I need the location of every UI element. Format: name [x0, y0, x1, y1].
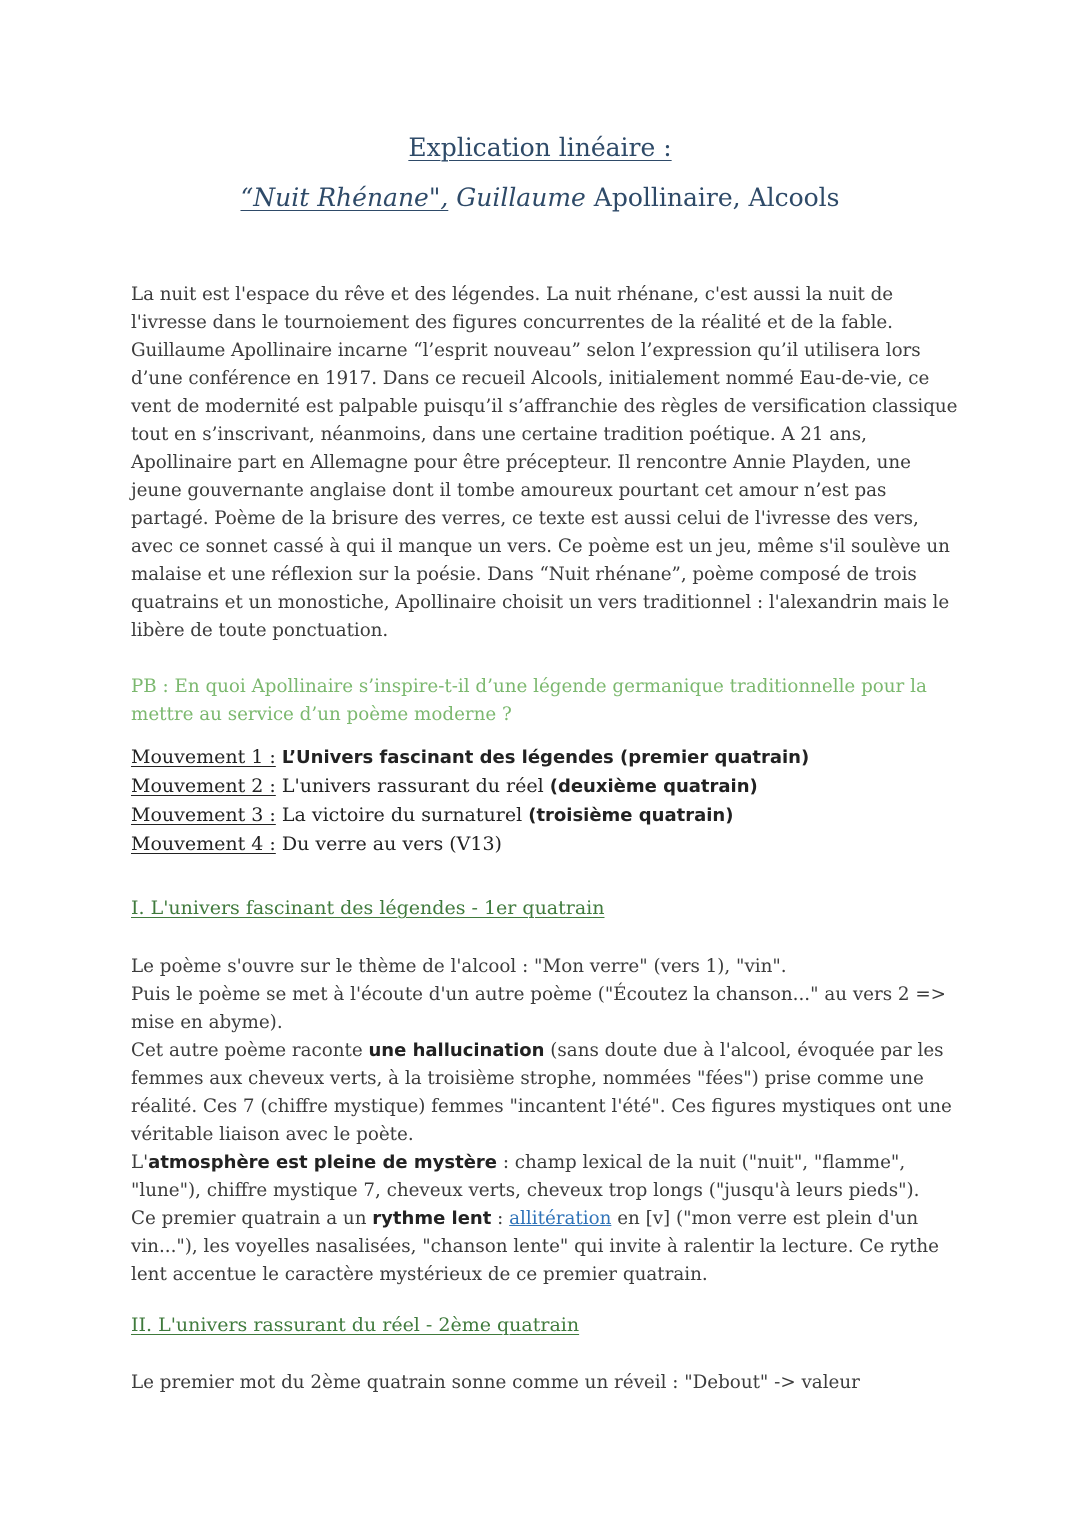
mouvement-label: Mouvement 2 :	[131, 775, 276, 797]
text-run: L'	[131, 1152, 149, 1173]
mouvement-text-bold: (deuxième quatrain)	[549, 776, 758, 797]
section-1-paragraph	[131, 1149, 961, 1205]
mouvement-text: L'univers rassurant du réel	[281, 775, 544, 797]
text-run: :	[497, 1208, 504, 1229]
poem-title: “Nuit Rhénane",	[240, 183, 449, 212]
mouvement-text: L’Univers fascinant des légendes (premier quatrain)	[281, 747, 810, 768]
section-heading-1: I. L'univers fascinant des légendes - 1er quatrain	[131, 897, 605, 919]
text-run: (sans doute due à l'alcool, évoquée par les femmes aux cheveux verts, à la troisième strophe, nommées "fées") prise comme une réalité. Ces 7 (chiffre mystique) femmes "incantent l'été". Ces figures mystiques ont une véritable liaison avec le poète.	[131, 1040, 952, 1145]
text-run: : champ lexical de la nuit ("nuit", "flamme", "lune"), chiffre mystique 7, cheveux verts, cheveux trop longs ("jusqu'à leurs pieds").	[131, 1152, 920, 1201]
mouvement-text: Du verre au vers (V13)	[281, 833, 502, 855]
mouvement-item	[131, 830, 961, 858]
mouvement-label: Mouvement 3 :	[131, 804, 276, 826]
mouvement-label: Mouvement 4 :	[131, 833, 276, 855]
alliteration-link[interactable]: allitération	[509, 1208, 612, 1229]
mouvement-item	[131, 801, 961, 830]
mouvement-text-bold: (troisième quatrain)	[528, 805, 734, 826]
author-rest: Apollinaire, Alcools	[593, 183, 840, 212]
mouvement-item	[131, 743, 961, 772]
section-1-paragraph: Puis le poème se met à l'écoute d'un autre poème ("Écoutez la chanson..." au vers 2 => mise en abyme).	[131, 984, 946, 1033]
section-2-body	[131, 1369, 961, 1397]
section-1-paragraph: Le poème s'ouvre sur le thème de l'alcool : "Mon verre" (vers 1), "vin".	[131, 956, 787, 977]
document-title	[0, 131, 1080, 165]
mouvement-item	[131, 772, 961, 801]
section-1-body	[131, 953, 961, 1289]
mouvements-list	[131, 743, 961, 858]
bold-term: atmosphère est pleine de mystère	[148, 1152, 497, 1173]
author-first-name: Guillaume	[456, 183, 586, 212]
introduction-paragraph	[131, 281, 961, 645]
mouvement-text: La victoire du surnaturel	[281, 804, 523, 826]
text-run: en [v] ("mon verre est plein d'un vin..."), les voyelles nasalisées, "chanson lente" qui invite à ralentir la lecture. Ce rythe lent accentue le caractère mystérieux de ce premier quatrain.	[131, 1208, 939, 1285]
section-1-paragraph	[131, 1037, 961, 1149]
text-run: Cet autre poème raconte	[131, 1040, 363, 1061]
bold-term: rythme lent	[372, 1208, 492, 1229]
problematique-text: PB : En quoi Apollinaire s’inspire-t-il d’une légende germanique traditionnelle pour la mettre au service d’un poème moderne ?	[131, 676, 927, 725]
mouvement-label: Mouvement 1 :	[131, 746, 276, 768]
text-run: Ce premier quatrain a un	[131, 1208, 367, 1229]
title-text: Explication linéaire :	[408, 133, 672, 162]
bold-term: une hallucination	[368, 1040, 545, 1061]
section-heading-2: II. L'univers rassurant du réel - 2ème quatrain	[131, 1314, 580, 1336]
section-2-paragraph: Le premier mot du 2ème quatrain sonne comme un réveil : "Debout" -> valeur	[131, 1372, 860, 1393]
problematique	[131, 673, 961, 729]
section-1-paragraph	[131, 1205, 961, 1289]
document-subtitle	[0, 181, 1080, 215]
intro-text: La nuit est l'espace du rêve et des légendes. La nuit rhénane, c'est aussi la nuit de l'ivresse dans le tournoiement des figures concurrentes de la réalité et de la fable. Guillaume Apollinaire incarne “l’esprit nouveau” selon l’expression qu’il utilisera lors d’une conférence en 1917. Dans ce recueil Alcools, initialement nommé Eau-de-vie, ce vent de modernité est palpable puisqu’il s’affranchie des règles de versification classique tout en s’inscrivant, néanmoins, dans une certaine tradition poétique. A 21 ans, Apollinaire part en Allemagne pour être précepteur. Il rencontre Annie Playden, une jeune gouvernante anglaise dont il tombe amoureux pourtant cet amour n’est pas partagé. Poème de la brisure des verres, ce texte est aussi celui de l'ivresse des vers, avec ce sonnet cassé à qui il manque un vers. Ce poème est un jeu, même s'il soulève un malaise et une réflexion sur la poésie. Dans “Nuit rhénane”, poème composé de trois quatrains et un monostiche, Apollinaire choisit un vers traditionnel : l'alexandrin mais le libère de toute ponctuation.	[131, 284, 958, 641]
